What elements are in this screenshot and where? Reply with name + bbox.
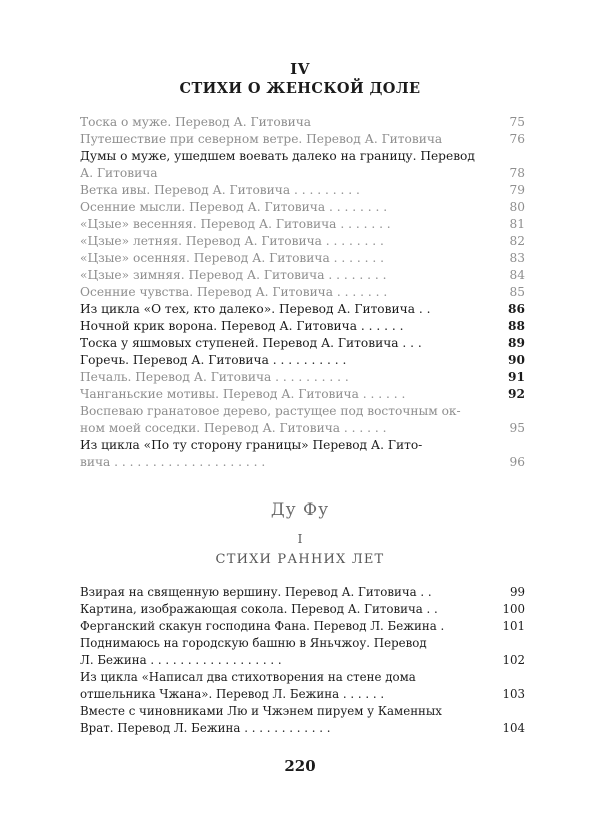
toc-entry-title: отшельника Чжана». Перевод Л. Бежина . . . . . . xyxy=(80,687,385,701)
toc-entry-title: Чанганьские мотивы. Перевод А. Гитовича . . . . . . xyxy=(80,387,406,401)
toc-entry-title: Взирая на священную вершину. Перевод А. Гитовича . . xyxy=(80,585,432,599)
toc-entry-page: 88 xyxy=(508,319,525,333)
toc-entry-page: 76 xyxy=(509,132,525,146)
section-title-i: СТИХИ РАННИХ ЛЕТ xyxy=(215,552,385,567)
toc-entry-page: 91 xyxy=(508,370,525,384)
toc-row xyxy=(80,601,525,618)
toc-entry-title: Тоска о муже. Перевод А. Гитовича xyxy=(80,115,312,129)
toc-entry-title: Воспеваю гранатовое дерево, растущее под восточным ок- xyxy=(80,404,461,418)
toc-row xyxy=(80,454,525,471)
toc-entry-page: 82 xyxy=(509,234,525,248)
toc-entry-page: 83 xyxy=(509,251,525,265)
toc-entry-page: 84 xyxy=(509,268,525,282)
toc-row xyxy=(80,301,525,318)
toc-entry-title: Врат. Перевод Л. Бежина . . . . . . . . . . . . xyxy=(80,721,331,735)
toc-entry-title: Картина, изображающая сокола. Перевод А. Гитовича . . xyxy=(80,602,438,616)
toc-entry-title: Путешествие при северном ветре. Перевод А. Гитовича xyxy=(80,132,443,146)
toc-entry-page: 96 xyxy=(509,455,525,469)
toc-row xyxy=(80,148,525,165)
toc-entry-title: «Цзые» летняя. Перевод А. Гитовича . . . . . . . . xyxy=(80,234,384,248)
toc-entry-title: ном моей соседки. Перевод А. Гитовича . . . . . . xyxy=(80,421,387,435)
toc-row xyxy=(80,386,525,403)
toc-entry-page: 90 xyxy=(508,353,525,367)
toc-entry-page: 99 xyxy=(509,585,525,599)
toc-row xyxy=(80,669,525,686)
toc-entry-title: Горечь. Перевод А. Гитовича . . . . . . . . . . xyxy=(80,353,347,367)
toc-entry-title: «Цзые» зимняя. Перевод А. Гитовича . . . . . . . . xyxy=(80,268,387,282)
toc-row xyxy=(80,686,525,703)
toc-row xyxy=(80,584,525,601)
toc-entry-page: 95 xyxy=(509,421,525,435)
toc-row xyxy=(80,652,525,669)
toc-row xyxy=(80,437,525,454)
toc-entry-title: Из цикла «Написал два стихотворения на стене дома xyxy=(80,670,416,684)
toc-row xyxy=(80,618,525,635)
toc-row xyxy=(80,635,525,652)
toc-entry-title: Думы о муже, ушедшем воевать далеко на границу. Перевод xyxy=(80,149,475,163)
toc-entry-page: 102 xyxy=(502,653,525,667)
toc-entry-title: Ночной крик ворона. Перевод А. Гитовича . . . . . . xyxy=(80,319,404,333)
toc-entry-title: «Цзые» весенняя. Перевод А. Гитовича . . . . . . . xyxy=(80,217,391,231)
toc-entry-page: 104 xyxy=(502,721,525,735)
toc-entry-page: 92 xyxy=(508,387,525,401)
toc-entry-page: 80 xyxy=(509,200,525,214)
toc-row xyxy=(80,720,525,737)
toc-entry-title: Ветка ивы. Перевод А. Гитовича . . . . . . . . . xyxy=(80,183,360,197)
toc-row xyxy=(80,335,525,352)
toc-entry-page: 89 xyxy=(508,336,525,350)
toc-entry-title: Из цикла «О тех, кто далеко». Перевод А. Гитовича . . xyxy=(80,302,431,316)
toc-row xyxy=(80,199,525,216)
toc-entry-title: Печаль. Перевод А. Гитовича . . . . . . . . . . xyxy=(80,370,349,384)
toc-entry-page: 81 xyxy=(509,217,525,231)
toc-row xyxy=(80,420,525,437)
section-number-i: I xyxy=(297,532,303,546)
toc-entry-title: Тоска у яшмовых ступеней. Перевод А. Гитовича . . . xyxy=(80,336,422,350)
toc-entry-page: 85 xyxy=(509,285,525,299)
toc-row xyxy=(80,369,525,386)
toc-entry-page: 100 xyxy=(502,602,525,616)
toc-row xyxy=(80,114,525,131)
toc-entry-page: 79 xyxy=(509,183,525,197)
toc-entry-page: 78 xyxy=(509,166,525,180)
toc-entry-title: Из цикла «По ту сторону границы» Перевод А. Гито- xyxy=(80,438,423,452)
toc-row xyxy=(80,182,525,199)
toc-entry-page: 103 xyxy=(502,687,525,701)
author-heading: Ду Фу xyxy=(270,500,330,520)
section-number-iv: IV xyxy=(290,60,310,78)
toc-entry-title: Ферганский скакун господина Фана. Перевод Л. Бежина . xyxy=(80,619,445,633)
toc-entry-page: 101 xyxy=(502,619,525,633)
toc-row xyxy=(80,250,525,267)
toc-row xyxy=(80,284,525,301)
toc-entry-title: А. Гитовича xyxy=(80,166,158,180)
toc-entry-title: Л. Бежина . . . . . . . . . . . . . . . . . . xyxy=(80,653,282,667)
toc-list-iv xyxy=(80,114,525,471)
toc-entry-title: «Цзые» осенняя. Перевод А. Гитовича . . . . . . . xyxy=(80,251,384,265)
toc-entry-title: Осенние мысли. Перевод А. Гитовича . . . . . . . . xyxy=(80,200,388,214)
toc-entry-title: вича . . . . . . . . . . . . . . . . . . . . xyxy=(80,455,266,469)
toc-entry-title: Осенние чувства. Перевод А. Гитовича . . . . . . . xyxy=(80,285,388,299)
toc-row xyxy=(80,131,525,148)
toc-entry-title: Поднимаюсь на городскую башню в Яньчжоу. Перевод xyxy=(80,636,427,650)
toc-row xyxy=(80,165,525,182)
toc-row xyxy=(80,233,525,250)
toc-row xyxy=(80,703,525,720)
page-number: 220 xyxy=(284,757,316,775)
toc-row xyxy=(80,216,525,233)
section-title-iv: СТИХИ О ЖЕНСКОЙ ДОЛЕ xyxy=(179,80,421,97)
toc-entry-page: 86 xyxy=(508,302,525,316)
toc-row xyxy=(80,267,525,284)
toc-list-i xyxy=(80,584,525,737)
toc-entry-title: Вместе с чиновниками Лю и Чжэнем пируем у Каменных xyxy=(80,704,442,718)
toc-entry-page: 75 xyxy=(509,115,525,129)
toc-row xyxy=(80,318,525,335)
toc-row xyxy=(80,403,525,420)
toc-row xyxy=(80,352,525,369)
